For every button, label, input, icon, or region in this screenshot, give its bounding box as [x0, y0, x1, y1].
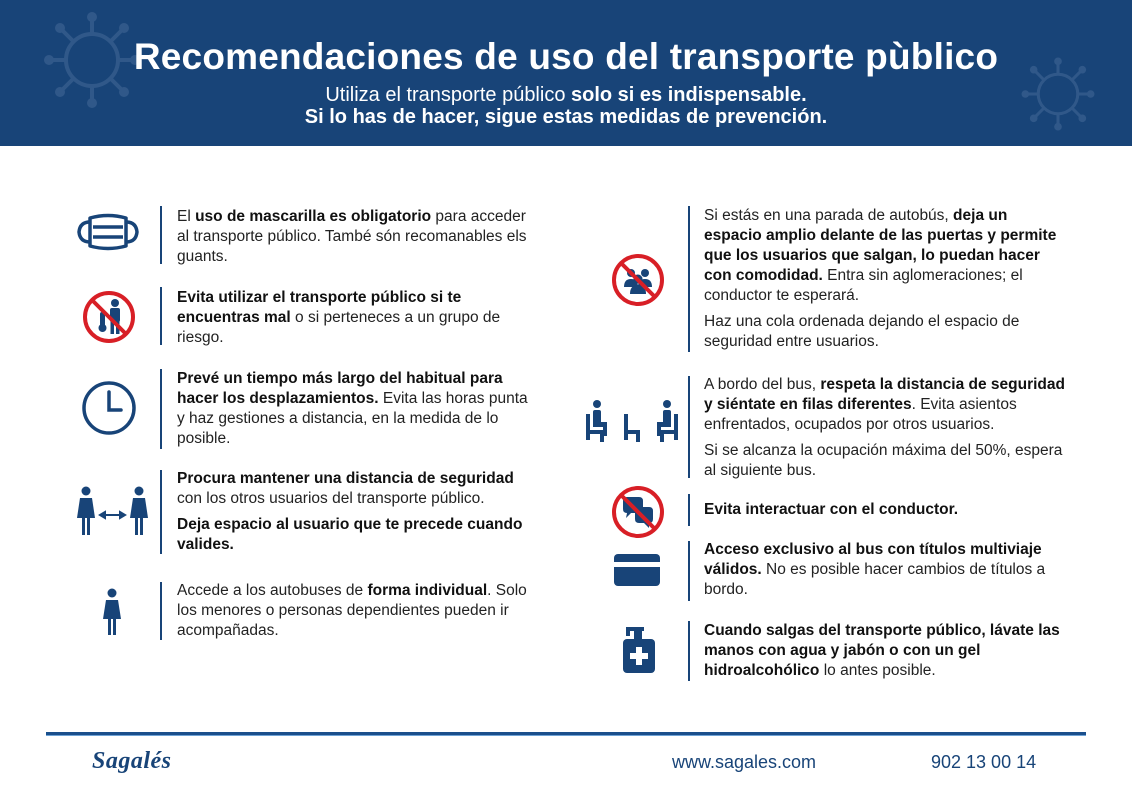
bold-text: Cuando salgas del transporte público, lávate las manos con agua y jabón o con un gel hidroalcohólico	[704, 622, 1060, 679]
divider-bar	[160, 582, 162, 640]
para-1	[704, 500, 1069, 520]
text-span: Entra sin aglomeraciones; el conductor te esperará.	[704, 267, 1023, 304]
text-span: lo antes posible.	[819, 662, 936, 679]
text-span: El	[177, 208, 196, 225]
single-person-icon	[100, 588, 124, 636]
text-span: Evita las horas punta y haz gestiones a distancia, en la medida de lo posible.	[177, 390, 528, 447]
clock-icon	[81, 380, 137, 436]
para-2	[704, 312, 1069, 352]
para-1	[177, 207, 537, 267]
para-1	[177, 288, 537, 348]
subtitle-line1-normal: Utiliza el transporte público	[325, 84, 572, 106]
text-span: No es posible hacer cambios de títulos a bordo.	[704, 561, 1046, 598]
recommendation-text	[704, 500, 1069, 520]
text-span: Accede a los autobuses de	[177, 582, 368, 599]
para-1	[704, 375, 1069, 435]
divider-bar	[688, 376, 690, 478]
bold-text: Evita interactuar con el conductor.	[704, 501, 959, 518]
divider-bar	[688, 206, 690, 352]
page-subtitle	[0, 84, 1132, 128]
recommendation-text	[177, 469, 537, 555]
phone-number: 902 13 00 14	[931, 752, 1037, 772]
no-talk-icon	[611, 485, 665, 539]
bold-text: Prevé un tiempo más largo del habitual para hacer los desplazamientos.	[177, 370, 503, 407]
card-icon	[614, 554, 660, 586]
recommendation-text	[177, 288, 537, 348]
bold-text: forma individual	[367, 582, 488, 599]
text-span: o si perteneces a un grupo de riesgo.	[177, 309, 501, 346]
para-2	[177, 515, 537, 555]
bold-text: Acceso exclusivo al bus con títulos multiviaje válidos.	[704, 541, 1042, 578]
divider-bar	[688, 541, 690, 601]
text-span: . Evita asientos enfrentados, ocupados por otros usuarios.	[704, 396, 1017, 433]
no-crowd-icon	[611, 253, 665, 307]
text-span: para acceder al transporte público. També són recomanables els guants.	[177, 208, 527, 265]
divider-bar	[160, 369, 162, 449]
bold-text: uso de mascarilla es obligatorio	[195, 208, 432, 225]
text-span: Si estás en una parada de autobús,	[704, 207, 954, 224]
recommendation-text	[704, 206, 1069, 352]
sagales-logo: Sagalés	[92, 748, 172, 774]
website-link[interactable]: www.sagales.com	[672, 752, 817, 772]
para-1	[177, 581, 537, 641]
para-1	[704, 540, 1069, 600]
seats-icon	[584, 400, 680, 446]
para-2	[704, 441, 1069, 481]
distance-icon	[76, 486, 150, 538]
recommendation-text	[177, 581, 537, 641]
text-span: Haz una cola ordenada dejando el espacio de seguridad entre usuarios.	[704, 313, 1020, 350]
text-span: Si se alcanza la ocupación máxima del 50%, espera al siguiente bus.	[704, 442, 1063, 479]
divider-bar	[160, 287, 162, 345]
divider-bar	[160, 470, 162, 554]
para-1	[177, 469, 537, 509]
para-1	[704, 206, 1069, 306]
mask-icon	[76, 212, 140, 252]
bold-text: Procura mantener una distancia de seguridad	[177, 470, 514, 487]
para-1	[704, 621, 1069, 681]
page-title: Recomendaciones de uso del transporte pùblico	[133, 36, 999, 77]
recommendation-text	[704, 621, 1069, 681]
sanitizer-icon	[622, 627, 656, 673]
recommendation-text	[177, 369, 537, 449]
subtitle-line1-bold: solo si es indispensable.	[571, 84, 807, 106]
text-span: con los otros usuarios del transporte público.	[177, 490, 485, 507]
divider-bar	[688, 494, 690, 526]
header-banner	[0, 0, 1132, 146]
footer-divider	[46, 732, 1086, 736]
subtitle-line2: Si lo has de hacer, sigue estas medidas de prevención.	[304, 106, 828, 128]
divider-bar	[160, 206, 162, 264]
text-span: . Solo los menores o personas dependientes pueden ir acompañadas.	[177, 582, 527, 639]
text-span: A bordo del bus,	[704, 376, 821, 393]
bold-text: Evita utilizar el transporte público si te encuentras mal	[177, 289, 462, 326]
bold-text: deja un espacio amplio delante de las puertas y permite que los usuarios que salgan, lo puedan hacer con comodidad.	[704, 207, 1057, 284]
bold-text: respeta la distancia de seguridad y siéntate en filas diferentes	[704, 376, 1065, 413]
recommendation-text	[704, 375, 1069, 481]
recommendation-text	[704, 540, 1069, 600]
divider-bar	[688, 621, 690, 681]
bold-text: Deja espacio al usuario que te precede cuando valides.	[177, 516, 523, 553]
para-1	[177, 369, 537, 449]
recommendation-text	[177, 207, 537, 267]
no-sick-person-icon	[82, 290, 136, 344]
